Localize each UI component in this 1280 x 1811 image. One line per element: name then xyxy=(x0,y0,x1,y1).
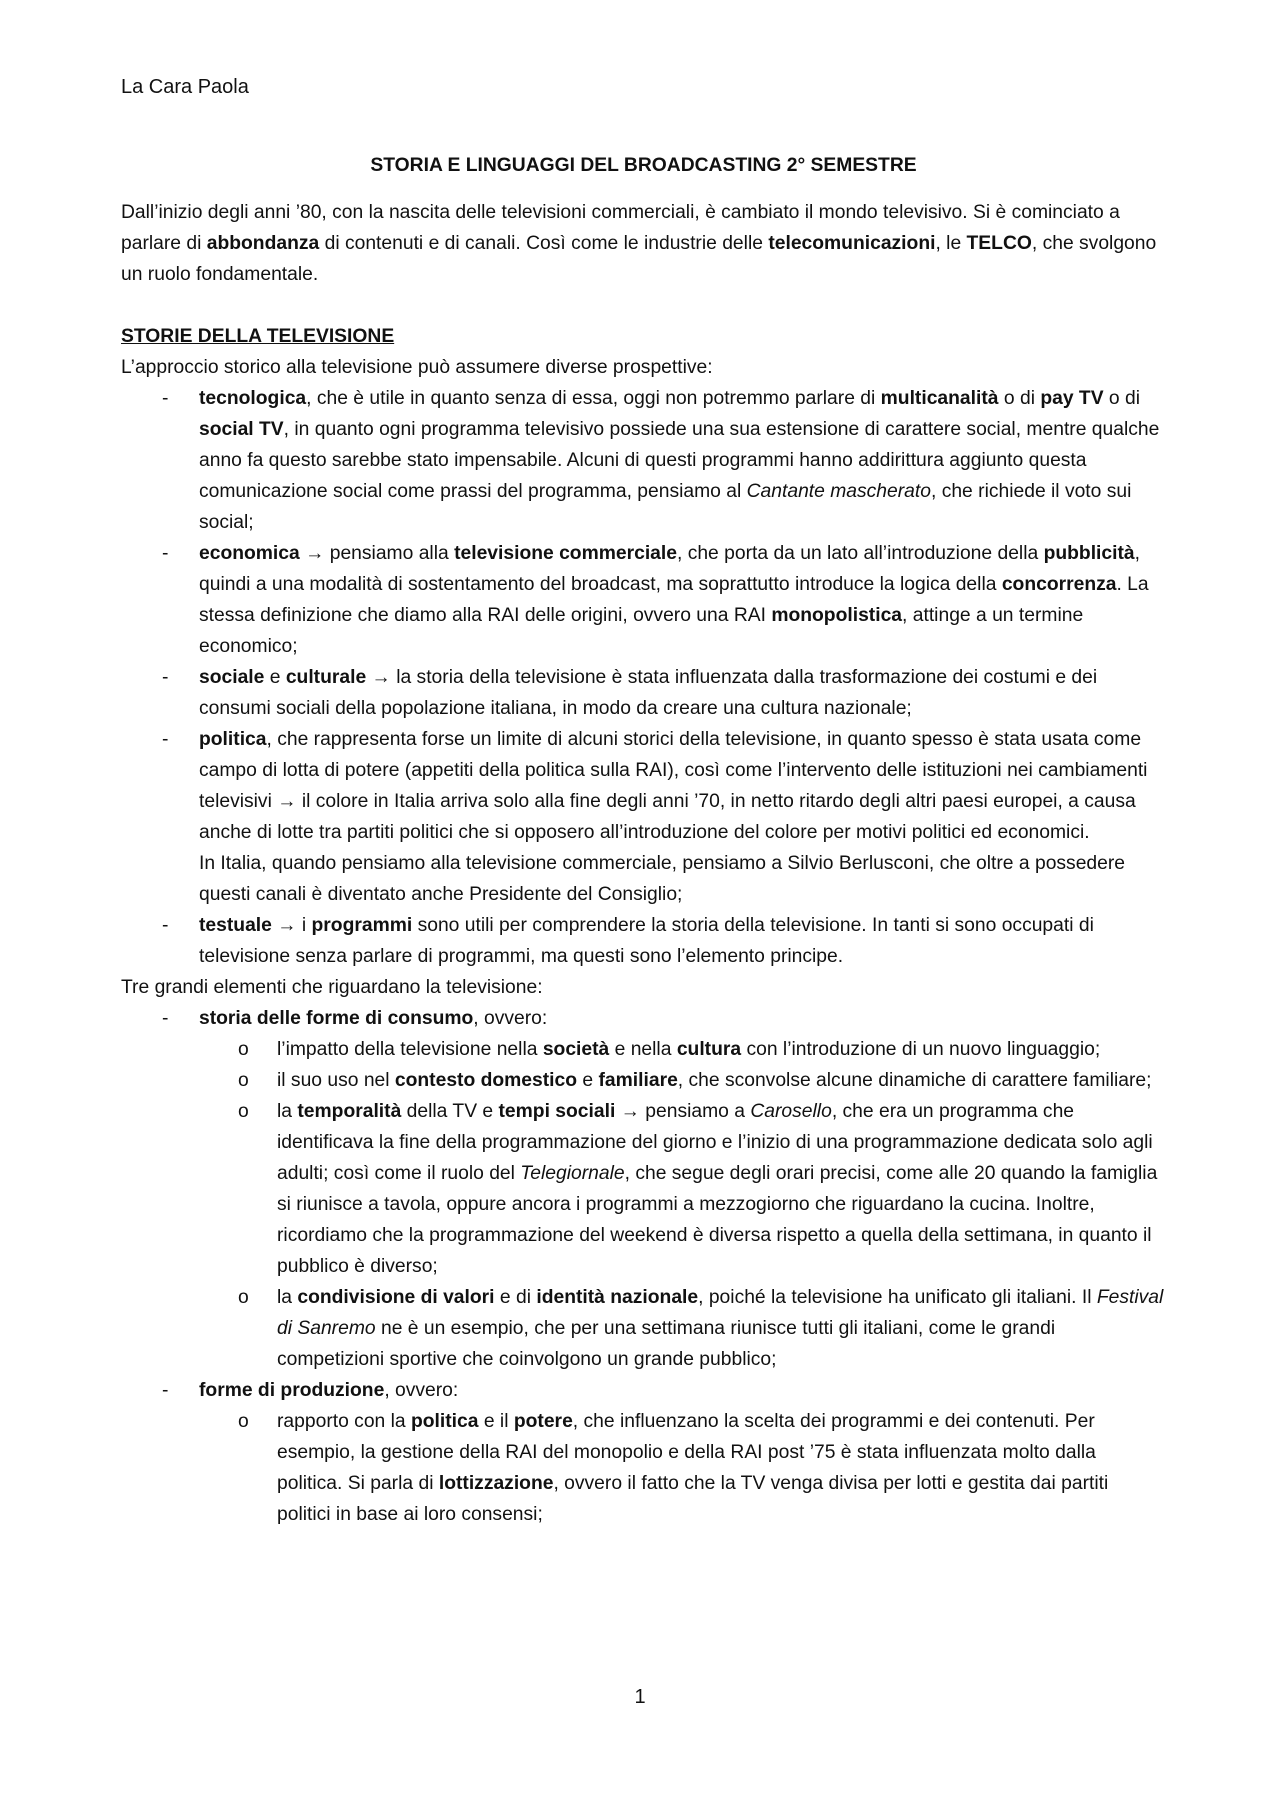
sublist-item-text: l’impatto della televisione nella società e nella cultura con l’introduzione di un nuovo linguaggio; xyxy=(277,1039,1101,1060)
sublist-item-text: rapporto con la politica e il potere, che influenzano la scelta dei programmi e dei contenuti. Per esempio, la gestione della RAI del monopolio e della RAI post ’75 è stata influenzata molto dalla politica. Si parla di lottizzazione, ovvero il fatto che la TV venga divisa per lotti e gestita dai partiti politici in base ai loro consensi; xyxy=(277,1411,1109,1525)
bold-text: social TV xyxy=(199,419,284,440)
bold-text: politica xyxy=(410,1411,479,1432)
bold-text: tecnologica xyxy=(199,388,307,409)
italic-text: Festival di Sanremo xyxy=(277,1287,1164,1339)
produzione-sublist xyxy=(199,1406,1166,1530)
document-title: STORIA E LINGUAGGI DEL BROADCASTING 2° SEMESTRE xyxy=(370,155,917,176)
consumo-sublist xyxy=(199,1034,1166,1375)
list-item-text: forme di produzione, ovvero: xyxy=(199,1380,459,1401)
bold-text: familiare xyxy=(598,1070,678,1091)
elements-list xyxy=(121,1003,1166,1530)
dash-bullet: - xyxy=(162,543,169,564)
section-heading: STORIE DELLA TELEVISIONE xyxy=(121,326,395,347)
list-item-politica xyxy=(121,724,1166,910)
sublist-item xyxy=(199,1096,1166,1282)
page-number: 1 xyxy=(634,1686,646,1708)
bold-text: abbondanza xyxy=(206,233,320,254)
bold-text: multicanalità xyxy=(880,388,999,409)
italic-text: Carosello xyxy=(750,1101,832,1122)
list-item-text: storia delle forme di consumo, ovvero: xyxy=(199,1008,548,1029)
bold-text: società xyxy=(542,1039,610,1060)
dash-bullet: - xyxy=(162,667,169,688)
circle-bullet: o xyxy=(238,1039,249,1060)
italic-text: Cantante mascherato xyxy=(746,481,931,502)
bold-text: identità nazionale xyxy=(536,1287,699,1308)
bold-text: contesto domestico xyxy=(394,1070,578,1091)
sublist-item xyxy=(199,1065,1166,1096)
bold-text: concorrenza xyxy=(1001,574,1117,595)
sublist-item xyxy=(199,1282,1166,1375)
bold-text: politica xyxy=(199,729,267,750)
list-item-produzione xyxy=(121,1375,1166,1530)
bold-text: TELCO xyxy=(966,233,1032,254)
bold-text: potere xyxy=(513,1411,573,1432)
bold-text: culturale xyxy=(285,667,367,688)
section-intro: L’approccio storico alla televisione può assumere diverse prospettive: xyxy=(121,357,713,378)
bold-text: monopolistica xyxy=(771,605,903,626)
circle-bullet: o xyxy=(238,1287,249,1308)
list-item-consumo xyxy=(121,1003,1166,1375)
sublist-item-text: la temporalità della TV e tempi sociali → pensiamo a Carosello, che era un programma che identificava la fine della programmazione del giorno e l’inizio di una programmazione dedicata solo agli adulti; così come il ruolo del Telegiornale, che segue degli orari precisi, come alle 20 quando la famiglia si riunisce a tavola, oppure ancora i programmi a mezzogiorno che riguardano la cucina. Inoltre, ricordiamo che la programmazione del weekend è diversa rispetto a quella della settimana, in quanto il pubblico è diverso; xyxy=(277,1101,1158,1277)
bold-text: televisione commerciale xyxy=(454,543,677,564)
intro-paragraph: Dall’inizio degli anni ’80, con la nascita delle televisioni commerciali, è cambiato il mondo televisivo. Si è cominciato a parlare di abbondanza di contenuti e di canali. Così come le industrie delle telecomunicazioni, le TELCO, che svolgono un ruolo fondamentale. xyxy=(121,202,1157,285)
sublist-item xyxy=(199,1034,1166,1065)
circle-bullet: o xyxy=(238,1411,249,1432)
bold-text: lottizzazione xyxy=(438,1473,554,1494)
list-item-sociale xyxy=(121,662,1166,724)
author-header: La Cara Paola xyxy=(121,76,249,98)
bold-text: tempi sociali xyxy=(498,1101,616,1122)
bold-text: sociale xyxy=(199,667,265,688)
bold-text: storia delle forme di consumo xyxy=(199,1008,474,1029)
dash-bullet: - xyxy=(162,1008,169,1029)
dash-bullet: - xyxy=(162,1380,169,1401)
bold-text: economica xyxy=(199,543,300,564)
bold-text: testuale xyxy=(199,915,272,936)
sublist-item xyxy=(199,1406,1166,1530)
dash-bullet: - xyxy=(162,729,169,750)
bold-text: pay TV xyxy=(1040,388,1104,409)
sublist-item-text: la condivisione di valori e di identità nazionale, poiché la televisione ha unificato gli italiani. Il Festival di Sanremo ne è un esempio, che per una settimana riunisce tutti gli italiani, come le grandi competizioni sportive che coinvolgono un grande pubblico; xyxy=(277,1287,1164,1370)
list-item-text: testuale → i programmi sono utili per comprendere la storia della televisione. In tanti si sono occupati di televisione senza parlare di programmi, ma questi sono l’elemento principe. xyxy=(199,915,1094,967)
perspectives-list xyxy=(121,383,1166,972)
bold-text: temporalità xyxy=(297,1101,402,1122)
circle-bullet: o xyxy=(238,1101,249,1122)
bold-text: programmi xyxy=(311,915,413,936)
circle-bullet: o xyxy=(238,1070,249,1091)
bold-text: condivisione di valori xyxy=(297,1287,495,1308)
list-item-text: tecnologica, che è utile in quanto senza di essa, oggi non potremmo parlare di multicanalità o di pay TV o di social TV, in quanto ogni programma televisivo possiede una sua estensione di carattere social, mentre qualche anno fa questo sarebbe stato impensabile. Alcuni di questi programmi hanno addirittura aggiunto questa comunicazione social come prassi del programma, pensiamo al Cantante mascherato, che richiede il voto sui social; xyxy=(199,388,1160,533)
list-item-text: sociale e culturale → la storia della televisione è stata influenzata dalla trasformazione dei costumi e dei consumi sociali della popolazione italiana, in modo da creare una cultura nazionale; xyxy=(199,667,1098,719)
italic-text: Telegiornale xyxy=(520,1163,625,1184)
list-item-economica xyxy=(121,538,1166,662)
list-item-text: politica, che rappresenta forse un limite di alcuni storici della televisione, in quanto spesso è stata usata come campo di lotta di potere (appetiti della politica sulla RAI), così come l’intervento delle istituzioni nei cambiamenti televisivi → il colore in Italia arriva solo alla fine degli anni ’70, in netto ritardo degli altri paesi europei, a causa anche di lotte tra partiti politici che si opposero all’introduzione del colore per motivi politici ed economici. In Italia, quando pensiamo alla televisione commerciale, pensiamo a Silvio Berlusconi, che oltre a possedere questi canali è diventato anche Presidente del Consiglio; xyxy=(199,729,1148,905)
list-item-text: economica → pensiamo alla televisione commerciale, che porta da un lato all’introduzione della pubblicità, quindi a una modalità di sostentamento del broadcast, ma soprattutto introduce la logica della concorrenza. La stessa definizione che diamo alla RAI delle origini, ovvero una RAI monopolistica, attinge a un termine economico; xyxy=(199,543,1149,657)
sublist-item-text: il suo uso nel contesto domestico e familiare, che sconvolse alcune dinamiche di carattere familiare; xyxy=(277,1070,1152,1091)
list-item-tecnologica xyxy=(121,383,1166,538)
bold-text: cultura xyxy=(676,1039,742,1060)
list-item-testuale xyxy=(121,910,1166,972)
bold-text: telecomunicazioni xyxy=(768,233,936,254)
document-body xyxy=(121,150,1166,1530)
dash-bullet: - xyxy=(162,388,169,409)
dash-bullet: - xyxy=(162,915,169,936)
elements-intro: Tre grandi elementi che riguardano la televisione: xyxy=(121,977,543,998)
bold-text: forme di produzione xyxy=(199,1380,385,1401)
bold-text: pubblicità xyxy=(1043,543,1135,564)
